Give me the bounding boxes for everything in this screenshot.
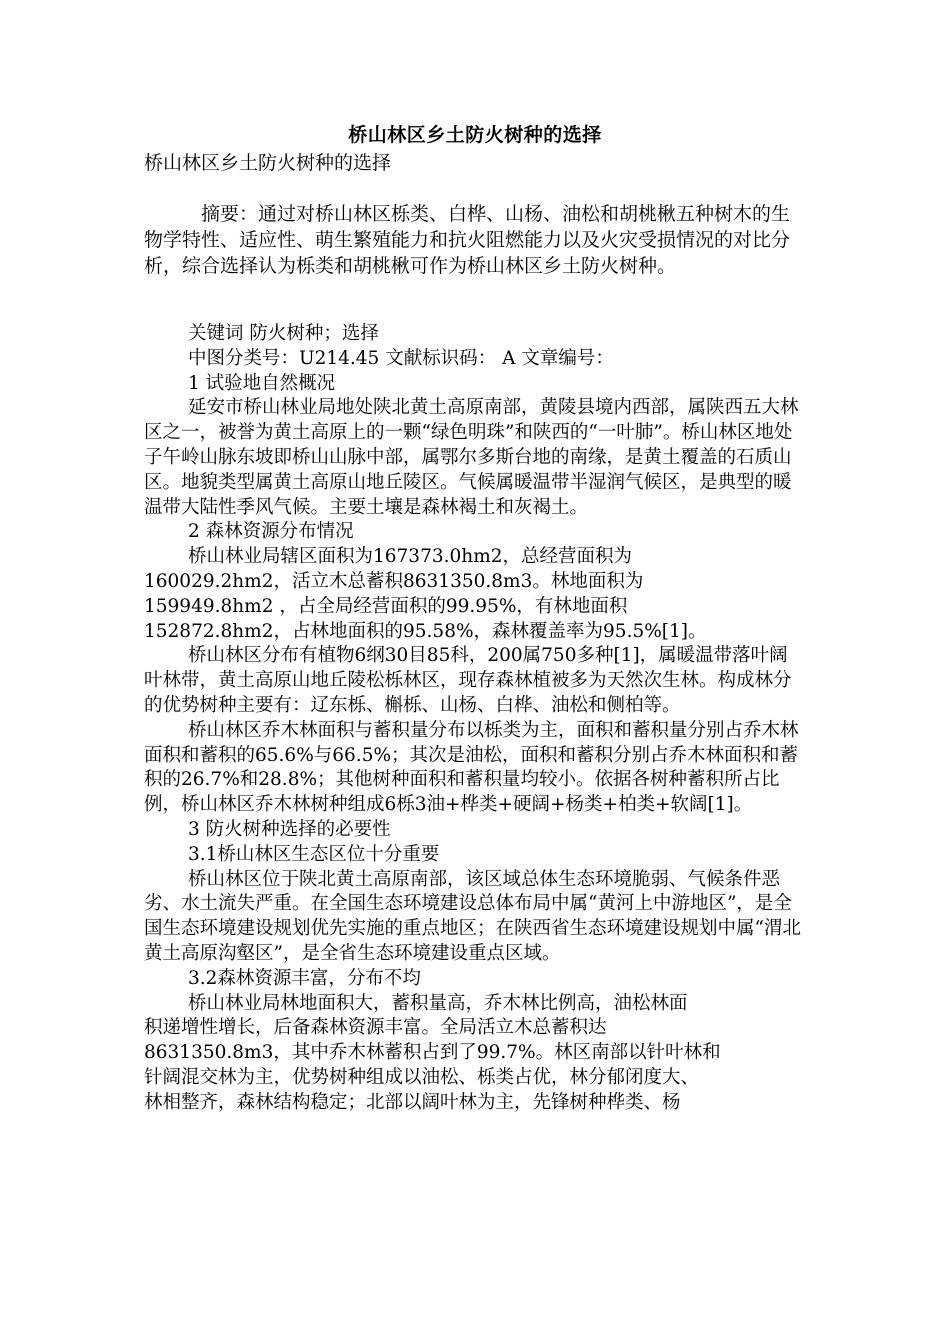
section-2-heading: 2 森林资源分布情况 [188, 521, 354, 543]
section-3-heading: 3 防火树种选择的必要性 [188, 818, 391, 840]
section-3-2-heading: 3.2森林资源丰富，分布不均 [188, 967, 421, 989]
section-3-1-paragraph: 桥山林区位于陕北黄土高原南部，该区域总体生态环境脆弱、气候条件恶劣、水土流失严重。在全国生态环境建设总体布局中属“黄河上中游地区”，是全国生态环境建设规划优先实施的重点地区；在陕西省生态环境建设规划中属“渭北黄土高原沟壑区”，是全省生态环境建设重点区域。 [144, 868, 801, 964]
section-2-paragraph-2: 桥山林区分布有植物6纲30目85科，200属750多种[1]，属暖温带落叶阔叶林带，黄土高原山地丘陵松栎林区，现存森林植被多为天然次生林。构成林分的优势树种主要有：辽东栎、槲栎、山杨、白桦、油松和侧柏等。 [144, 645, 792, 716]
section-2-p1-line-3: 159949.8hm2 ，占全局经营面积的99.95%，有林地面积 [144, 595, 628, 617]
section-2-paragraph-3: 桥山林区乔木林面积与蓄积量分布以栎类为主，面积和蓄积量分别占乔木林面积和蓄积的65.6%与66.5%；其次是油松，面积和蓄积分别占乔木林面积和蓄积的26.7%和28.8%；其他树种面积和蓄积量均较小。依据各树种蓄积所占比例，桥山林区乔木林树种组成6栎3油+桦类+硬阔+杨类+柏类+软阔[1]。 [144, 719, 799, 816]
abstract-paragraph: 摘要：通过对桥山林区栎类、白桦、山杨、油松和胡桃楸五种树木的生物学特性、适应性、萌生繁殖能力和抗火阻燃能力以及火灾受损情况的对比分析，综合选择认为栎类和胡桃楸可作为桥山林区乡土防火树种。 [144, 203, 791, 277]
section-3-2-line-1: 桥山林业局林地面积大，蓄积量高，乔木林比例高，油松林面 [188, 992, 688, 1014]
section-2-p1-line-1: 桥山林业局辖区面积为167373.0hm2，总经营面积为 [188, 546, 633, 568]
section-3-2-line-3: 8631350.8m3，其中乔木林蓄积占到了99.7%。林区南部以针叶林和 [144, 1042, 721, 1064]
section-3-2-line-4: 针阔混交林为主，优势树种组成以油松、栎类占优，林分郁闭度大、 [144, 1066, 700, 1088]
section-1-paragraph: 延安市桥山林业局地处陕北黄土高原南部，黄陵县境内西部，属陕西五大林区之一，被誉为黄土高原上的一颗“绿色明珠”和陕西的“一叶肺”。桥山林区地处子午岭山脉东坡即桥山山脉中部，属鄂尔多斯台地的南缘，是黄土覆盖的石质山区。地貌类型属黄土高原山地丘陵区。气候属暖温带半湿润气候区，是典型的暖温带大陆性季风气候。主要土壤是森林褐土和灰褐土。 [144, 397, 799, 518]
classification-line: 中图分类号：U214.45 文献标识码： A 文章编号： [188, 347, 614, 369]
section-3-1-heading: 3.1桥山林区生态区位十分重要 [188, 843, 440, 865]
section-3-2-line-2: 积递增性增长，后备森林资源丰富。全局活立木总蓄积达 [144, 1017, 607, 1039]
section-2-p1-line-2: 160029.2hm2，活立木总蓄积8631350.8m3。林地面积为 [144, 570, 644, 592]
section-3-2-line-5: 林相整齐，森林结构稳定；北部以阔叶林为主，先锋树种桦类、杨 [144, 1091, 681, 1113]
keywords-line: 关键词 防火树种；选择 [188, 323, 379, 344]
body-text [144, 322, 804, 1116]
document-subtitle: 桥山林区乡土防火树种的选择 [144, 152, 392, 174]
section-1-heading: 1 试验地自然概况 [188, 372, 336, 394]
document-title: 桥山林区乡土防火树种的选择 [348, 124, 602, 146]
section-2-p1-line-4: 152872.8hm2，占林地面积的95.58%，森林覆盖率为95.5%[1]。 [144, 620, 707, 642]
